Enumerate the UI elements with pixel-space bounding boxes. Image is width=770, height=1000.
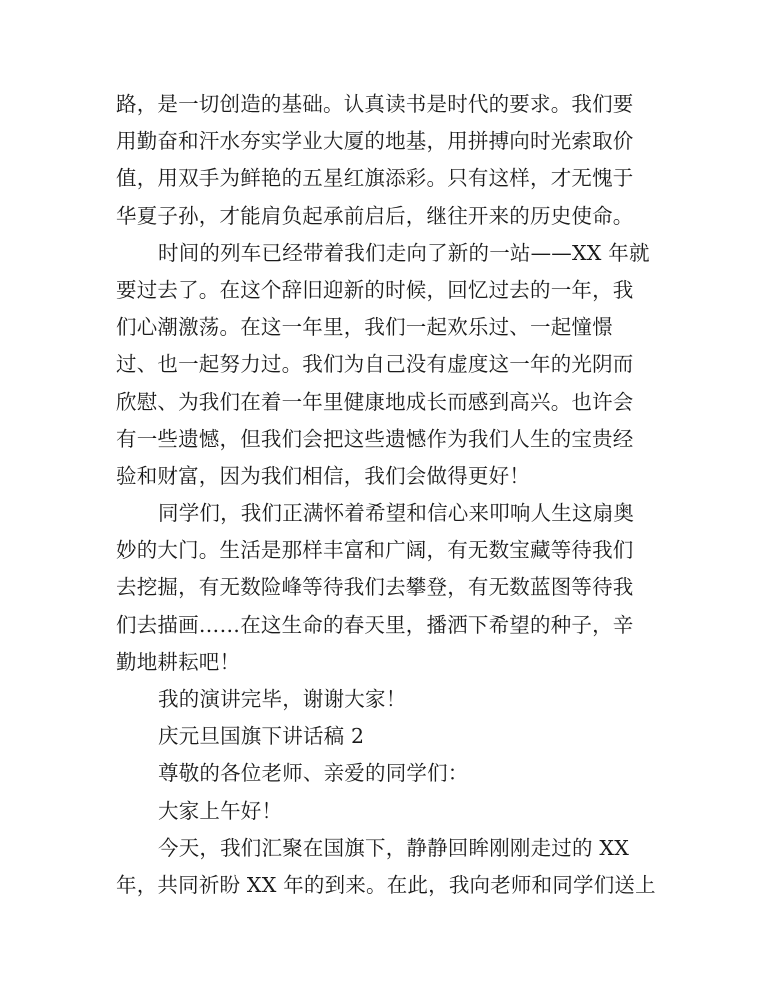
section-heading: 庆元旦国旗下讲话稿 2 — [158, 724, 365, 749]
greeting: 大家上午好！ — [158, 798, 283, 823]
text-line: 我的演讲完毕，谢谢大家！ — [158, 687, 407, 711]
text-line: 同学们，我们正满怀着希望和信心来叩响人生这扇奥 — [158, 501, 635, 526]
text-line: 值，用双手为鲜艳的五星红旗添彩。只有这样，才无愧于 — [116, 166, 634, 191]
text-line: 年，共同祈盼 XX 年的到来。在此，我向老师和同学们送上 — [116, 872, 656, 897]
text-line: 妙的大门。生活是那样丰富和广阔，有无数宝藏等待我们 — [116, 538, 634, 563]
document-body — [116, 86, 656, 904]
text-line: 用勤奋和汗水夯实学业大厦的地基，用拼搏向时光索取价 — [116, 129, 634, 154]
text-line: 要过去了。在这个辞旧迎新的时候，回忆过去的一年，我 — [116, 277, 634, 302]
text-line: 时间的列车已经带着我们走向了新的一站——XX 年就 — [158, 240, 650, 265]
text-line: 去挖掘，有无数险峰等待我们去攀登，有无数蓝图等待我 — [116, 575, 634, 600]
text-line: 华夏子孙，才能肩负起承前启后，继往开来的历史使命。 — [116, 203, 634, 228]
text-line: 过、也一起努力过。我们为自己没有虚度这一年的光阴而 — [116, 352, 634, 377]
text-line: 有一些遗憾，但我们会把这些遗憾作为我们人生的宝贵经 — [116, 426, 634, 451]
text-line: 路，是一切创造的基础。认真读书是时代的要求。我们要 — [116, 92, 634, 116]
text-line: 们心潮激荡。在这一年里，我们一起欢乐过、一起憧憬 — [116, 315, 613, 340]
text-line: 勤地耕耘吧！ — [116, 649, 241, 674]
text-line: 验和财富，因为我们相信，我们会做得更好！ — [116, 463, 530, 488]
salutation: 尊敬的各位老师、亲爱的同学们： — [158, 761, 469, 786]
text-line: 欣慰、为我们在着一年里健康地成长而感到高兴。也许会 — [116, 389, 634, 414]
text-line: 们去描画……在这生命的春天里，播洒下希望的种子，辛 — [116, 612, 634, 637]
text-line: 今天，我们汇聚在国旗下，静静回眸刚刚走过的 XX — [158, 835, 630, 860]
